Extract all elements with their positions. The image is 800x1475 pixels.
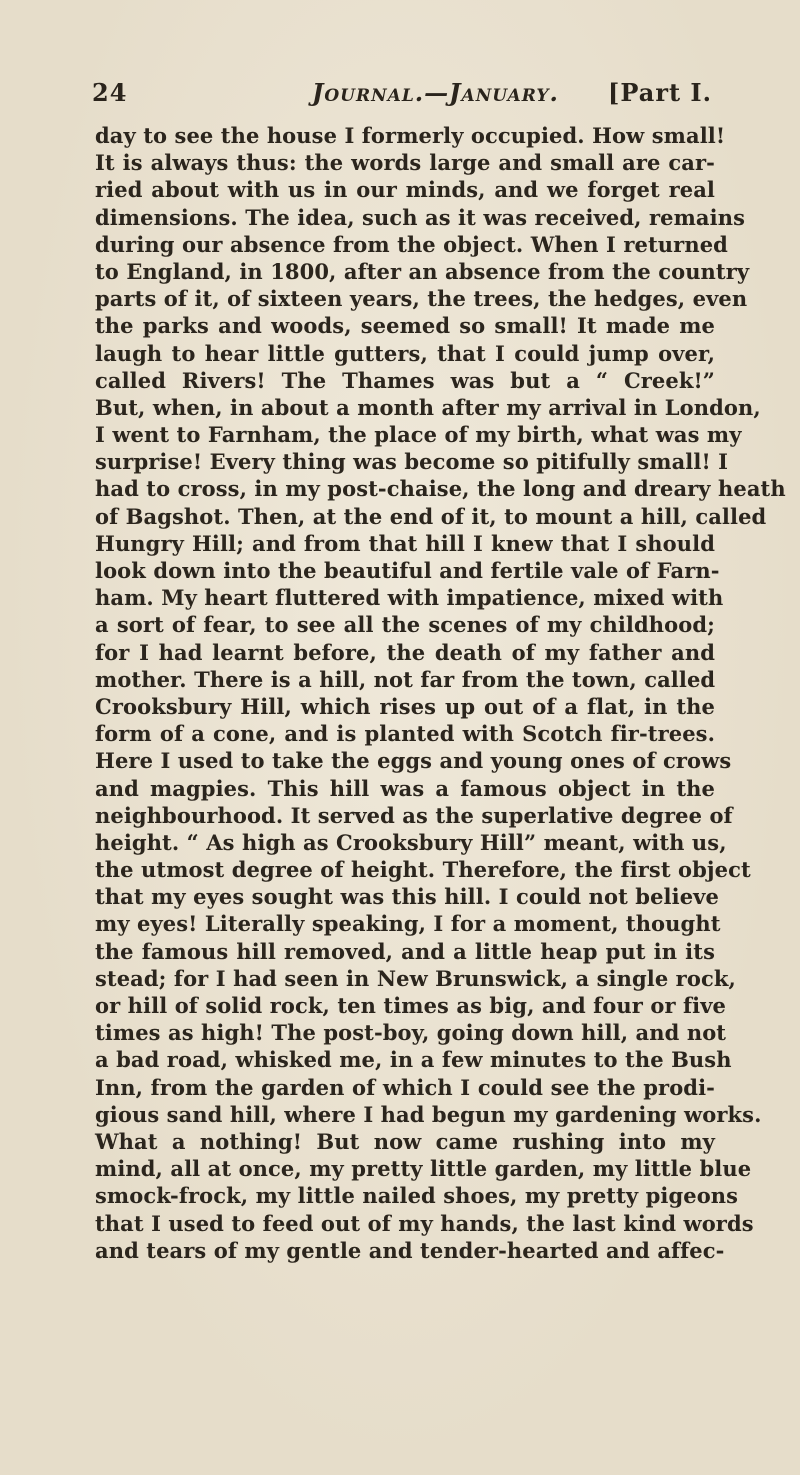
text-line: day to see the house I formerly occupied. How small! xyxy=(95,123,726,148)
text-line: But, when, in about a month after my arrival in London, xyxy=(95,394,761,420)
text-line: called Rivers! The Thames was but a “ Creek!” xyxy=(95,367,715,393)
text-line: Crooksbury Hill, which rises up out of a flat, in the xyxy=(95,693,715,719)
text-line: What a nothing! But now came rushing into my xyxy=(95,1128,715,1154)
text-line: smock-frock, my little nailed shoes, my pretty pigeons xyxy=(95,1183,739,1209)
text-line: Inn, from the garden of which I could see the prodi- xyxy=(95,1074,715,1100)
page-header xyxy=(92,78,712,114)
text-line: of Bagshot. Then, at the end of it, to mount a hill, called xyxy=(95,503,767,529)
text-line: laugh to hear little gutters, that I could jump over, xyxy=(95,340,715,366)
text-line: and tears of my gentle and tender-hearted and affec- xyxy=(95,1237,725,1263)
text-line: Hungry Hill; and from that hill I knew that I should xyxy=(95,530,715,556)
text-line: I went to Farnham, the place of my birth, what was my xyxy=(95,422,742,448)
running-title: Journal.—January. xyxy=(312,78,559,107)
text-line: the famous hill removed, and a little heap put in its xyxy=(95,938,715,964)
text-line: parts of it, of sixteen years, the trees, the hedges, even xyxy=(95,286,748,312)
part-label: [Part I. xyxy=(608,78,712,107)
text-line: for I had learnt before, the death of my father and xyxy=(95,639,715,665)
text-line: form of a cone, and is planted with Scotch fir-trees. xyxy=(95,721,715,747)
text-line: the utmost degree of height. Therefore, the first object xyxy=(95,857,751,883)
text-line: my eyes! Literally speaking, I for a moment, thought xyxy=(95,911,721,937)
text-line: to England, in 1800, after an absence from the country xyxy=(95,258,750,284)
text-line: a sort of fear, to see all the scenes of my childhood; xyxy=(95,612,715,638)
text-line: had to cross, in my post-chaise, the long and dreary heath xyxy=(95,476,786,502)
text-line: that I used to feed out of my hands, the last kind words xyxy=(95,1210,754,1236)
page-number: 24 xyxy=(92,78,128,107)
text-line: look down into the beautiful and fertile vale of Farn- xyxy=(95,558,720,583)
body-text xyxy=(95,122,786,1264)
text-line: stead; for I had seen in New Brunswick, a single rock, xyxy=(95,965,736,991)
text-line: mind, all at once, my pretty little garden, my little blue xyxy=(95,1156,752,1182)
text-line: It is always thus: the words large and small are car- xyxy=(95,150,715,176)
text-line: ried about with us in our minds, and we forget real xyxy=(95,177,715,203)
text-line: dimensions. The idea, such as it was received, remains xyxy=(95,204,745,230)
text-line: surprise! Every thing was become so pitifully small! I xyxy=(95,449,729,475)
text-line: times as high! The post-boy, going down hill, and not xyxy=(95,1020,727,1046)
text-line: mother. There is a hill, not far from the town, called xyxy=(95,666,716,692)
text-line: a bad road, whisked me, in a few minutes to the Bush xyxy=(95,1047,732,1073)
text-line: the parks and woods, seemed so small! It made me xyxy=(95,313,715,339)
text-line: ham. My heart fluttered with impatience, mixed with xyxy=(95,585,724,611)
text-line: that my eyes sought was this hill. I could not believe xyxy=(95,884,719,910)
text-line: height. “ As high as Crooksbury Hill” meant, with us, xyxy=(95,829,727,855)
text-line: or hill of solid rock, ten times as big, and four or five xyxy=(95,993,727,1018)
text-line: Here I used to take the eggs and young ones of crows xyxy=(95,748,732,774)
text-line: neighbourhood. It served as the superlative degree of xyxy=(95,802,733,828)
text-line: gious sand hill, where I had begun my gardening works. xyxy=(95,1101,762,1127)
text-line: and magpies. This hill was a famous object in the xyxy=(95,775,715,801)
text-line: during our absence from the object. When I returned xyxy=(95,231,728,257)
